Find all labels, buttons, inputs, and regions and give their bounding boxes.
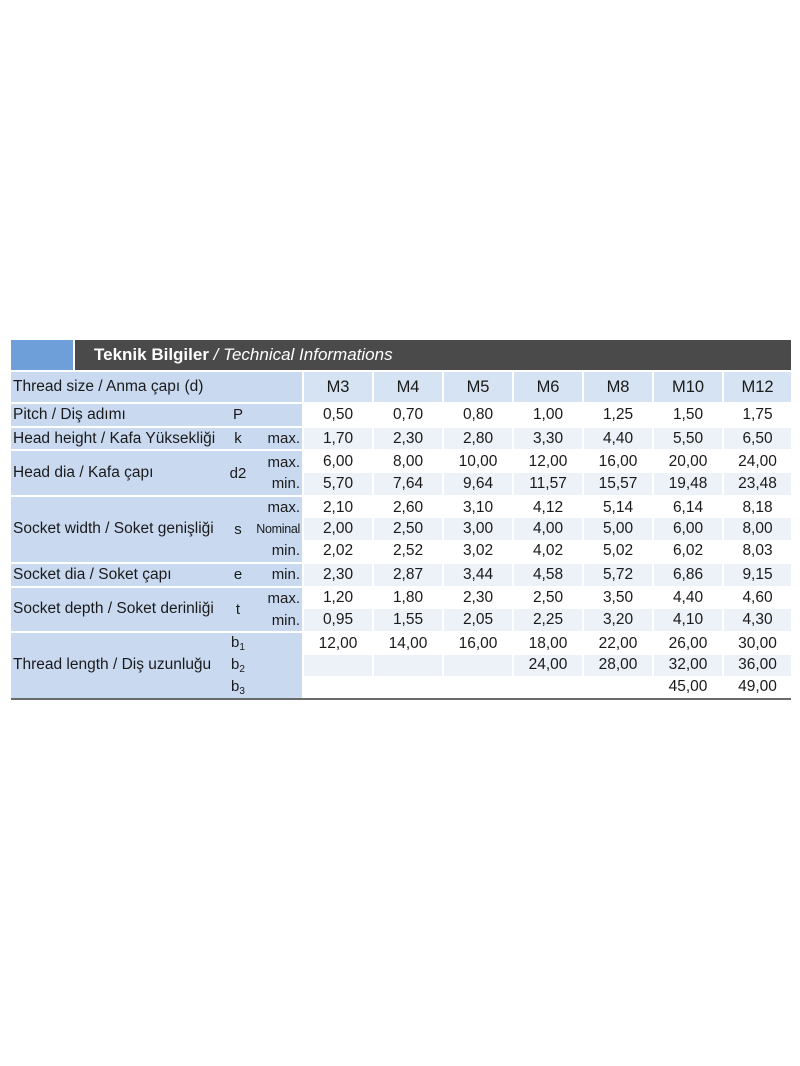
value-cell bbox=[303, 655, 373, 677]
size-m10: M10 bbox=[653, 372, 723, 403]
value-cell: 4,12 bbox=[513, 496, 583, 519]
value-cell: 2,52 bbox=[373, 540, 443, 563]
value-cell: 4,58 bbox=[513, 563, 583, 587]
row-symbol: $b_2$ bbox=[223, 655, 253, 677]
value-cell: 1,20 bbox=[303, 587, 373, 610]
size-m12: M12 bbox=[723, 372, 791, 403]
value-cell: 2,00 bbox=[303, 518, 373, 540]
row-qualifier: min. bbox=[253, 609, 303, 632]
row-symbol: d2 bbox=[223, 450, 253, 495]
value-cell: 2,02 bbox=[303, 540, 373, 563]
value-cell: 2,10 bbox=[303, 496, 373, 519]
value-cell: 45,00 bbox=[653, 676, 723, 698]
value-cell: 6,86 bbox=[653, 563, 723, 587]
value-cell: 9,64 bbox=[443, 473, 513, 496]
row-qualifier bbox=[253, 632, 303, 655]
value-cell: 4,40 bbox=[653, 587, 723, 610]
value-cell: 2,30 bbox=[303, 563, 373, 587]
dimensions-table bbox=[11, 372, 791, 698]
banner-accent-block bbox=[11, 340, 75, 370]
row-symbol: t bbox=[223, 587, 253, 632]
value-cell: 23,48 bbox=[723, 473, 791, 496]
row-socket-width-max bbox=[11, 496, 791, 519]
size-m6: M6 bbox=[513, 372, 583, 403]
value-cell: 3,10 bbox=[443, 496, 513, 519]
value-cell: 0,80 bbox=[443, 403, 513, 427]
row-symbol: P bbox=[223, 403, 253, 427]
value-cell: 2,60 bbox=[373, 496, 443, 519]
value-cell: 24,00 bbox=[723, 450, 791, 473]
row-head-dia-max bbox=[11, 450, 791, 473]
value-cell: 6,14 bbox=[653, 496, 723, 519]
value-cell: 4,40 bbox=[583, 427, 653, 451]
size-header-row bbox=[11, 372, 791, 403]
row-label: Socket width / Soket genişliği bbox=[11, 496, 223, 563]
value-cell: 3,50 bbox=[583, 587, 653, 610]
row-socket-depth-max bbox=[11, 587, 791, 610]
row-qualifier: min. bbox=[253, 540, 303, 563]
row-qualifier: max. bbox=[253, 587, 303, 610]
value-cell bbox=[373, 676, 443, 698]
value-cell: 1,75 bbox=[723, 403, 791, 427]
value-cell: 30,00 bbox=[723, 632, 791, 655]
value-cell: 10,00 bbox=[443, 450, 513, 473]
value-cell: 2,05 bbox=[443, 609, 513, 632]
row-qualifier: min. bbox=[253, 563, 303, 587]
value-cell: 19,48 bbox=[653, 473, 723, 496]
value-cell bbox=[443, 676, 513, 698]
row-thread-length-b1 bbox=[11, 632, 791, 655]
value-cell: 5,02 bbox=[583, 540, 653, 563]
value-cell: 1,50 bbox=[653, 403, 723, 427]
section-title-en: Technical Informations bbox=[223, 345, 393, 364]
value-cell bbox=[583, 676, 653, 698]
value-cell: 4,02 bbox=[513, 540, 583, 563]
value-cell: 8,18 bbox=[723, 496, 791, 519]
size-m3: M3 bbox=[303, 372, 373, 403]
row-label: Head dia / Kafa çapı bbox=[11, 450, 223, 495]
row-qualifier: max. bbox=[253, 450, 303, 473]
value-cell: 0,70 bbox=[373, 403, 443, 427]
row-symbol: s bbox=[223, 496, 253, 563]
value-cell: 3,30 bbox=[513, 427, 583, 451]
value-cell: 20,00 bbox=[653, 450, 723, 473]
value-cell: 36,00 bbox=[723, 655, 791, 677]
value-cell: 1,55 bbox=[373, 609, 443, 632]
value-cell: 9,15 bbox=[723, 563, 791, 587]
value-cell: 1,80 bbox=[373, 587, 443, 610]
value-cell: 28,00 bbox=[583, 655, 653, 677]
value-cell: 14,00 bbox=[373, 632, 443, 655]
value-cell: 18,00 bbox=[513, 632, 583, 655]
value-cell: 11,57 bbox=[513, 473, 583, 496]
value-cell: 8,00 bbox=[723, 518, 791, 540]
value-cell: 6,00 bbox=[653, 518, 723, 540]
value-cell: 4,10 bbox=[653, 609, 723, 632]
row-symbol: k bbox=[223, 427, 253, 451]
section-title-tr: Teknik Bilgiler bbox=[94, 345, 209, 364]
value-cell: 5,00 bbox=[583, 518, 653, 540]
value-cell: 2,25 bbox=[513, 609, 583, 632]
value-cell: 22,00 bbox=[583, 632, 653, 655]
size-m4: M4 bbox=[373, 372, 443, 403]
value-cell: 5,70 bbox=[303, 473, 373, 496]
value-cell: 3,44 bbox=[443, 563, 513, 587]
row-qualifier: max. bbox=[253, 496, 303, 519]
value-cell: 5,72 bbox=[583, 563, 653, 587]
value-cell: 5,50 bbox=[653, 427, 723, 451]
value-cell: 15,57 bbox=[583, 473, 653, 496]
value-cell: 2,30 bbox=[373, 427, 443, 451]
row-qualifier: max. bbox=[253, 427, 303, 451]
section-title-sep: / bbox=[208, 345, 224, 364]
row-label: Socket dia / Soket çapı bbox=[11, 563, 223, 587]
value-cell bbox=[443, 655, 513, 677]
row-qualifier: min. bbox=[253, 473, 303, 496]
value-cell: 7,64 bbox=[373, 473, 443, 496]
value-cell: 2,50 bbox=[513, 587, 583, 610]
value-cell: 2,80 bbox=[443, 427, 513, 451]
value-cell bbox=[373, 655, 443, 677]
value-cell: 3,02 bbox=[443, 540, 513, 563]
table-bottom-rule bbox=[11, 698, 791, 700]
row-label: Thread length / Diş uzunluğu bbox=[11, 632, 223, 698]
row-socket-dia bbox=[11, 563, 791, 587]
value-cell bbox=[513, 676, 583, 698]
value-cell: 1,70 bbox=[303, 427, 373, 451]
value-cell: 6,00 bbox=[303, 450, 373, 473]
value-cell: 2,50 bbox=[373, 518, 443, 540]
row-qualifier bbox=[253, 676, 303, 698]
value-cell: 26,00 bbox=[653, 632, 723, 655]
value-cell: 0,50 bbox=[303, 403, 373, 427]
header-label: Thread size / Anma çapı (d) bbox=[11, 372, 303, 403]
value-cell: 2,30 bbox=[443, 587, 513, 610]
section-title bbox=[75, 340, 393, 370]
value-cell: 6,50 bbox=[723, 427, 791, 451]
value-cell: 8,00 bbox=[373, 450, 443, 473]
value-cell: 6,02 bbox=[653, 540, 723, 563]
row-symbol: $b_1$ bbox=[223, 632, 253, 655]
value-cell: 32,00 bbox=[653, 655, 723, 677]
row-pitch bbox=[11, 403, 791, 427]
section-banner bbox=[11, 340, 791, 370]
row-qualifier bbox=[253, 655, 303, 677]
value-cell: 2,87 bbox=[373, 563, 443, 587]
value-cell: 4,30 bbox=[723, 609, 791, 632]
value-cell: 4,00 bbox=[513, 518, 583, 540]
size-m5: M5 bbox=[443, 372, 513, 403]
row-label: Head height / Kafa Yüksekliği bbox=[11, 427, 223, 451]
value-cell: 16,00 bbox=[583, 450, 653, 473]
value-cell: 0,95 bbox=[303, 609, 373, 632]
row-symbol: e bbox=[223, 563, 253, 587]
value-cell: 1,25 bbox=[583, 403, 653, 427]
value-cell: 24,00 bbox=[513, 655, 583, 677]
value-cell bbox=[303, 676, 373, 698]
row-head-height bbox=[11, 427, 791, 451]
value-cell: 12,00 bbox=[513, 450, 583, 473]
row-label: Pitch / Diş adımı bbox=[11, 403, 223, 427]
value-cell: 3,00 bbox=[443, 518, 513, 540]
value-cell: 3,20 bbox=[583, 609, 653, 632]
value-cell: 5,14 bbox=[583, 496, 653, 519]
row-qualifier: Nominal bbox=[253, 518, 303, 540]
technical-info-sheet bbox=[11, 340, 791, 700]
size-m8: M8 bbox=[583, 372, 653, 403]
value-cell: 16,00 bbox=[443, 632, 513, 655]
value-cell: 1,00 bbox=[513, 403, 583, 427]
row-label: Socket depth / Soket derinliği bbox=[11, 587, 223, 632]
row-symbol: $b_3$ bbox=[223, 676, 253, 698]
value-cell: 4,60 bbox=[723, 587, 791, 610]
value-cell: 49,00 bbox=[723, 676, 791, 698]
value-cell: 12,00 bbox=[303, 632, 373, 655]
value-cell: 8,03 bbox=[723, 540, 791, 563]
row-qualifier bbox=[253, 403, 303, 427]
